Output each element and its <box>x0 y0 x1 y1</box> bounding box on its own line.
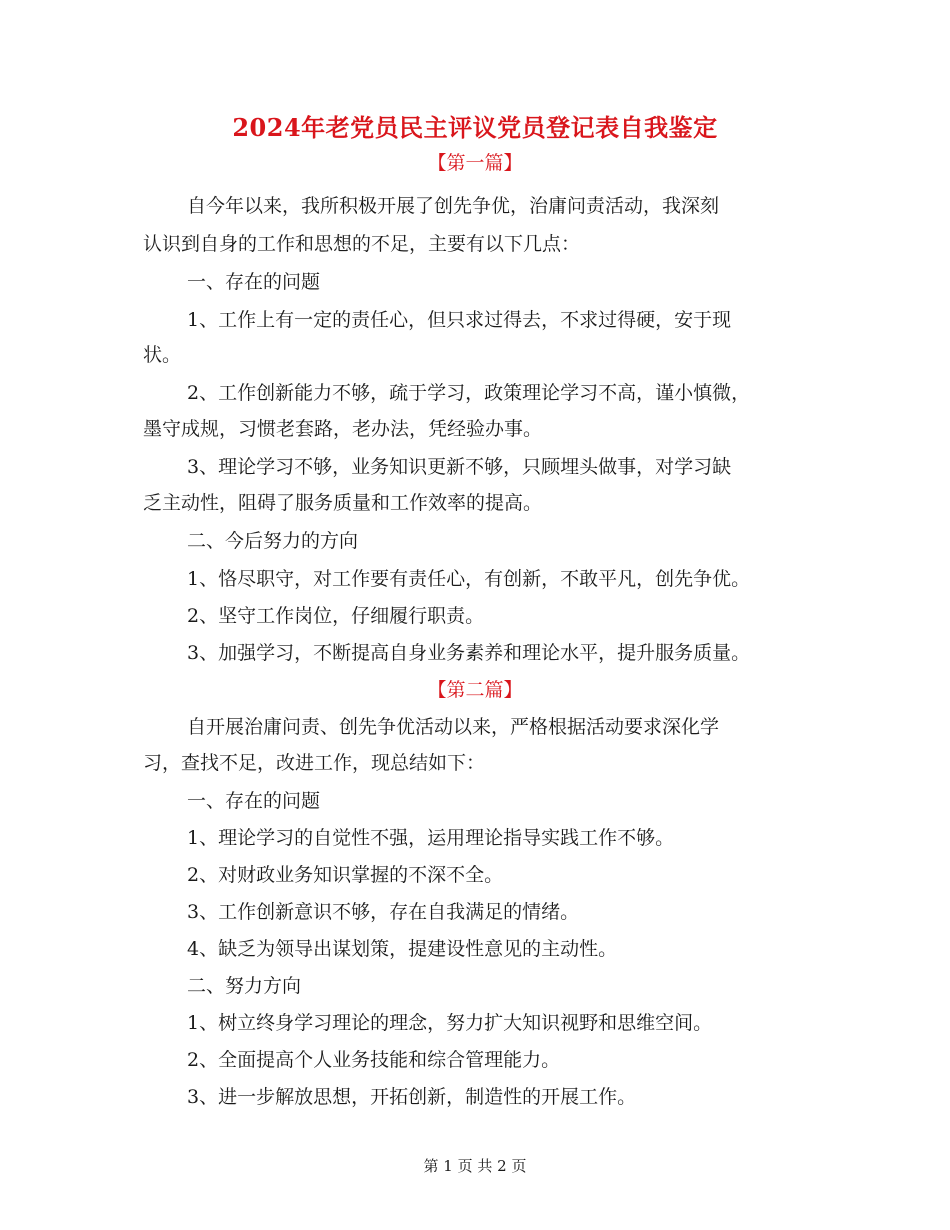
paragraph-line: 3、理论学习不够，业务知识更新不够，只顾埋头做事，对学习缺 <box>187 456 732 478</box>
page-number-footer: 第 1 页 共 2 页 <box>423 1157 527 1175</box>
section-heading-2: 【第二篇】 <box>427 679 523 701</box>
paragraph-line: 2、对财政业务知识掌握的不深不全。 <box>187 864 504 886</box>
paragraph-line: 1、恪尽职守，对工作要有责任心，有创新，不敢平凡，创先争优。 <box>187 568 751 590</box>
paragraph-line: 自今年以来，我所积极开展了创先争优，治庸问责活动，我深刻 <box>187 195 720 217</box>
subheading-line: 二、今后努力的方向 <box>187 530 359 552</box>
paragraph-line: 2、工作创新能力不够，疏于学习，政策理论学习不高，谨小慎微， <box>187 382 751 404</box>
paragraph-line: 3、工作创新意识不够，存在自我满足的情绪。 <box>187 901 580 923</box>
paragraph-line: 4、缺乏为领导出谋划策，提建设性意见的主动性。 <box>187 938 618 960</box>
paragraph-line: 墨守成规，习惯老套路，老办法，凭经验办事。 <box>143 418 543 440</box>
paragraph-line: 2、全面提高个人业务技能和综合管理能力。 <box>187 1049 561 1071</box>
paragraph-line: 1、理论学习的自觉性不强，运用理论指导实践工作不够。 <box>187 827 675 849</box>
paragraph-line: 3、进一步解放思想，开拓创新，制造性的开展工作。 <box>187 1086 637 1108</box>
paragraph-line: 状。 <box>143 344 182 366</box>
paragraph-line: 乏主动性，阻碍了服务质量和工作效率的提高。 <box>143 492 543 514</box>
section-heading-1: 【第一篇】 <box>427 152 523 174</box>
subheading-line: 一、存在的问题 <box>187 790 321 812</box>
paragraph-line: 自开展治庸问责、创先争优活动以来，严格根据活动要求深化学 <box>187 716 720 738</box>
paragraph-line: 2、坚守工作岗位，仔细履行职责。 <box>187 605 485 627</box>
paragraph-line: 3、加强学习，不断提高自身业务素养和理论水平，提升服务质量。 <box>187 642 751 664</box>
paragraph-line: 习，查找不足，改进工作，现总结如下： <box>143 752 486 774</box>
document-title: 2024年老党员民主评议党员登记表自我鉴定 <box>232 113 718 142</box>
paragraph-line: 1、工作上有一定的责任心，但只求过得去，不求过得硬，安于现 <box>187 309 732 331</box>
subheading-line: 二、努力方向 <box>187 975 302 997</box>
paragraph-line: 认识到自身的工作和思想的不足，主要有以下几点： <box>143 233 581 255</box>
paragraph-line: 1、树立终身学习理论的理念，努力扩大知识视野和思维空间。 <box>187 1012 713 1034</box>
subheading-line: 一、存在的问题 <box>187 271 321 293</box>
